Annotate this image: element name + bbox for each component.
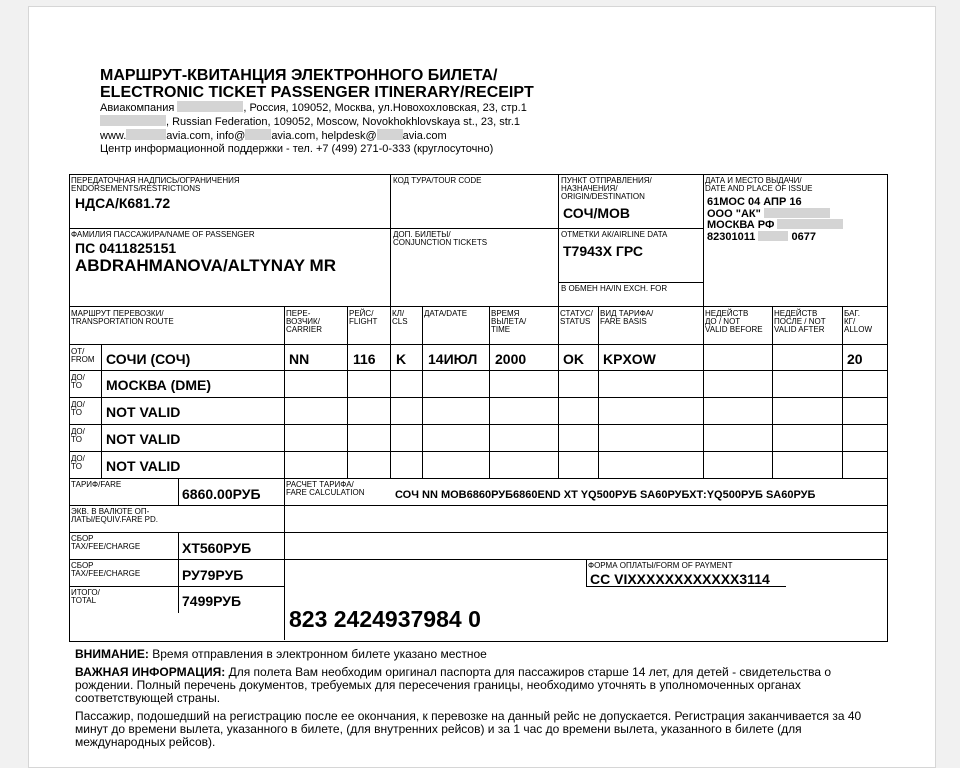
tax-label: СБОР TAX/FEE/CHARGE — [71, 561, 141, 578]
to-label: ДО/ TO — [71, 454, 85, 471]
redaction — [177, 101, 243, 112]
fare-calc-value: СОЧ NN МОВ6860РУБ6860END XT YQ500РУБ SA60РУБХТ:YQ500РУБ SA60РУБ — [395, 489, 816, 501]
issue-agent: ООО "АК" — [707, 208, 830, 220]
title-en: ELECTRONIC TICKET PASSENGER ITINERARY/RECEIPT — [100, 84, 534, 101]
ticket-header — [100, 67, 534, 156]
endorsements-label: ПЕРЕДАТОЧНАЯ НАДПИСЬ/ОГРАНИЧЕНИЯ ENDORSEMENTS/RESTRICTIONS — [71, 176, 240, 193]
to-label: ДО/ TO — [71, 373, 85, 390]
airline-data-value: Т7943Х ГРС — [563, 243, 643, 259]
class-value: K — [396, 351, 407, 367]
issue-city: МОСКВА РФ — [707, 219, 843, 231]
to-value: NOT VALID — [106, 431, 181, 447]
total-value: 7499РУБ — [182, 593, 242, 609]
passenger-label: ФАМИЛИЯ ПАССАЖИРА/NAME OF PASSENGER — [71, 230, 255, 239]
fare-basis-label: ВИД ТАРИФА/ FARE BASIS — [600, 309, 654, 326]
origin-destination-value: СОЧ/МОВ — [563, 205, 631, 221]
redaction — [126, 129, 166, 140]
carrier-label: ПЕРЕ- ВОЗЧИК/ CARRIER — [286, 309, 323, 334]
to-value: МОСКВА (DME) — [106, 377, 212, 393]
issue-numbers: 82301011 0677 — [707, 231, 816, 243]
flight-value: 116 — [353, 351, 376, 367]
redaction — [377, 129, 403, 140]
tour-code-label: КОД ТУРА/TOUR CODE — [393, 176, 482, 185]
status-value: OK — [563, 351, 584, 367]
carrier-value: NN — [289, 351, 310, 367]
issue-code: 61МОС 04 АПР 16 — [707, 196, 802, 208]
checkin-note: Пассажир, подошедший на регистрацию после ее окончания, к перевозке на данный рейс не допускается. Регистрация заканчивается за 40 минут до времени вылета, указанного в билете, (для внутренних рейсов) и за 1 час до времени вылета, указанного в билете (для международных рейсов). — [75, 709, 862, 749]
attention-note: ВНИМАНИЕ: Время отправления в электронном билете указано местное — [75, 647, 487, 661]
redaction — [777, 219, 843, 229]
exchange-label: В ОБМЕН НА/IN EXCH. FOR — [561, 284, 668, 293]
redaction — [764, 208, 830, 218]
route-label: МАРШРУТ ПЕРЕВОЗКИ/ TRANSPORTATION ROUTE — [71, 309, 174, 326]
title-ru: МАРШРУТ-КВИТАНЦИЯ ЭЛЕКТРОННОГО БИЛЕТА/ — [100, 67, 498, 84]
conjunction-label: ДОП. БИЛЕТЫ/ CONJUNCTION TICKETS — [393, 230, 488, 247]
support-phone: Центр информационной поддержки - тел. +7 (499) 271-0-333 (круглосуточно) — [100, 143, 494, 155]
tax-label: СБОР TAX/FEE/CHARGE — [71, 534, 141, 551]
fare-label: ТАРИФ/FARE — [71, 480, 122, 489]
not-valid-before-label: НЕДЕЙСТВ ДО / NOT VALID BEFORE — [705, 309, 763, 334]
to-value: NOT VALID — [106, 404, 181, 420]
baggage-label: БАГ. КГ/ ALLOW — [844, 309, 873, 334]
fare-value: 6860.00РУБ — [182, 486, 261, 502]
from-value: СОЧИ (СОЧ) — [106, 351, 191, 367]
redaction — [245, 129, 271, 140]
payment-value: CC VIXXXXXXXXXXXX3114 — [590, 571, 770, 587]
form-of-payment-label: ФОРМА ОПЛАТЫ/FORM OF PAYMENT — [588, 561, 733, 570]
total-label: ИТОГО/ TOTAL — [71, 588, 100, 605]
notes-block — [75, 648, 885, 754]
time-label: ВРЕМЯ ВЫЛЕТА/ TIME — [491, 309, 527, 334]
fare-calc-label: РАСЧЕТ ТАРИФА/ FARE CALCULATION — [286, 480, 365, 497]
ticket-number: 823 2424937984 0 — [289, 606, 481, 632]
time-value: 2000 — [495, 351, 527, 367]
tax-value: РУ79РУБ — [182, 567, 244, 583]
address-ru: Авиакомпания , Россия, 109052, Москва, ул.Новохохловская, 23, стр.1 — [100, 102, 527, 114]
redaction — [758, 231, 788, 241]
web-emails: www. avia.com, info@ avia.com, helpdesk@ avia.com — [100, 130, 447, 142]
address-en: , Russian Federation, 109052, Moscow, Novokhokhlovskaya st., 23, str.1 — [100, 115, 534, 129]
issue-label: ДАТА И МЕСТО ВЫДАЧИ/ DATE AND PLACE OF ISSUE — [705, 176, 813, 193]
equiv-label: ЭКВ. В ВАЛЮТЕ ОП- ЛАТЫ/EQUIV.FARE PD. — [71, 507, 158, 524]
tax-value: ХТ560РУБ — [182, 540, 252, 556]
class-label: КЛ/ CLS — [392, 309, 408, 326]
fare-basis-value: KPXOW — [603, 351, 656, 367]
passport-value: ПС 0411825151 — [75, 240, 177, 256]
flight-label: РЕЙС/ FLIGHT — [349, 309, 378, 326]
endorsement-value: НДСА/К681.72 — [75, 195, 171, 211]
date-value: 14ИЮЛ — [428, 351, 478, 367]
origin-destination-label: ПУНКТ ОТПРАВЛЕНИЯ/ НАЗНАЧЕНИЯ/ ORIGIN/DESTINATION — [561, 176, 652, 201]
status-label: СТАТУС/ STATUS — [560, 309, 593, 326]
to-label: ДО/ TO — [71, 400, 85, 417]
to-value: NOT VALID — [106, 458, 181, 474]
important-note: ВАЖНАЯ ИНФОРМАЦИЯ: Для полета Вам необходим оригинал паспорта для пассажиров старше 14 лет, для детей - свидетельства о рождении. Полный перечень документов, требуемых для пересечения границы, необходимо уточнять в уполномоченных органах соответствующей страны. — [75, 665, 832, 705]
date-label: ДАТА/DATE — [424, 309, 468, 318]
to-label: ДО/ TO — [71, 427, 85, 444]
from-label: ОТ/ FROM — [71, 347, 95, 364]
redaction — [100, 115, 166, 126]
not-valid-after-label: НЕДЕЙСТВ ПОСЛЕ / NOT VALID AFTER — [774, 309, 826, 334]
baggage-value: 20 — [847, 351, 863, 367]
airline-data-label: ОТМЕТКИ АК/AIRLINE DATA — [561, 230, 668, 239]
passenger-name: ABDRAHMANOVA/ALTYNAY MR — [75, 256, 336, 275]
